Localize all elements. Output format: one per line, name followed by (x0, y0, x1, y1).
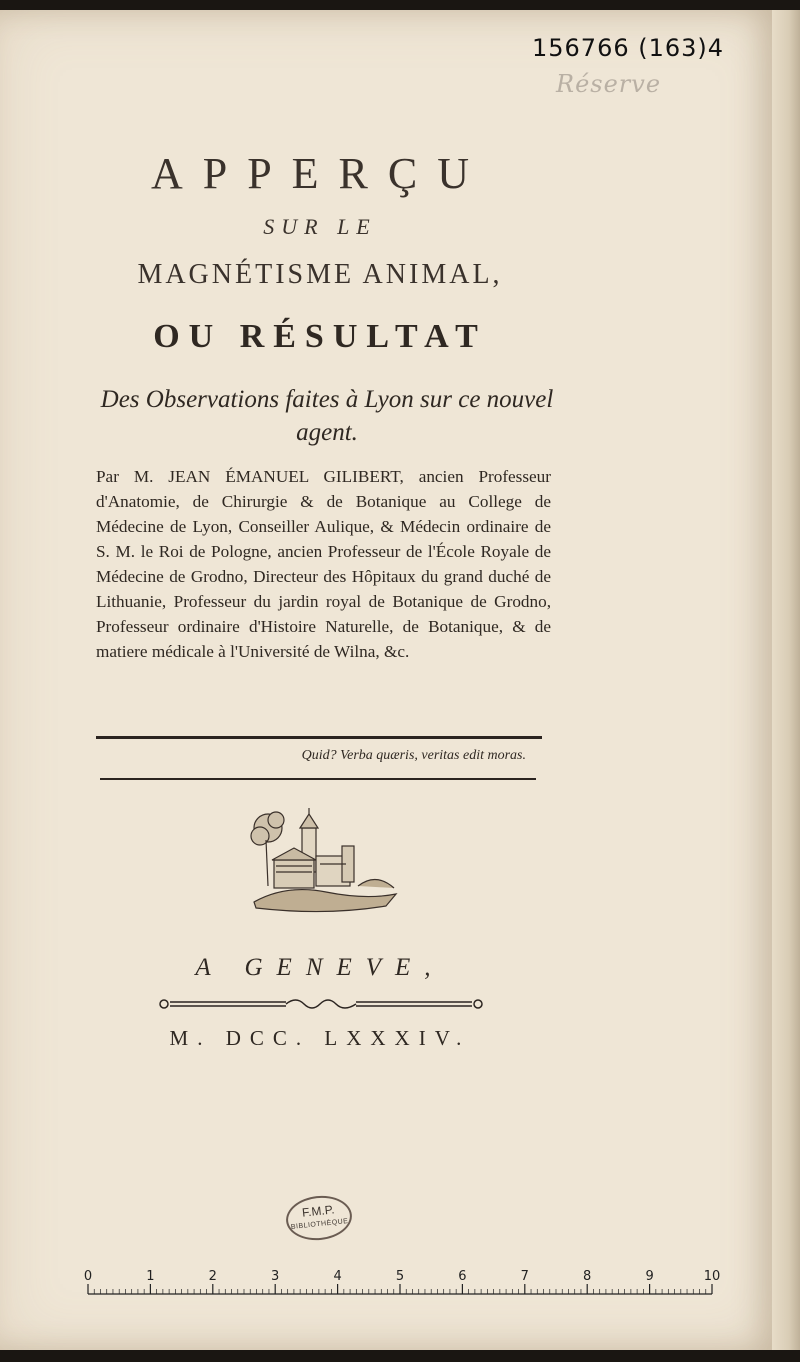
scale-label: 9 (645, 1269, 654, 1284)
title-page (0, 10, 780, 1350)
scale-label: 3 (271, 1269, 280, 1284)
scale-label: 2 (208, 1269, 217, 1284)
shelfmark-annotation: 156766 (163)4 (532, 34, 725, 62)
imprint-year: M. DCC. LXXXIV. (169, 1026, 471, 1050)
author-description: ancien Professeur d'Anatomie, de Chirurgie & de Botanique au College de Médecine de Lyon, Conseiller Aulique, & Médecin ordinaire de S. M. le Roi de Pologne, ancien Professeur de l'École Royale de Médecine de Grodno, Directeur des Hôpitaux du grand duché de Lithuanie, Professeur du jardin royal de Botanique de Grodno, Professeur ordinaire d'Histoire Naturelle, de Botanique, & de matiere médicale à l'Université de Wilna, &c. (96, 467, 551, 661)
scale-label: 5 (395, 1269, 405, 1284)
scale-label: 0 (83, 1269, 93, 1284)
observations-subtitle: Des Observations faites à Lyon sur ce nouvel agent. (100, 386, 554, 446)
vignette-engraving (246, 806, 402, 916)
ou-resultat-title: OU RÉSULTAT (153, 318, 487, 355)
scale-label: 1 (146, 1269, 155, 1284)
author-block (96, 464, 551, 664)
author-name: Par M. JEAN ÉMANUEL GILIBERT, (96, 467, 404, 486)
rule-top (96, 736, 542, 739)
scale-label: 4 (333, 1269, 342, 1284)
epigraph: Quid? Verba quæris, veritas edit moras. (301, 748, 526, 763)
deckled-page-edge (772, 10, 800, 1350)
stamp-text: F.M.P. (301, 1202, 336, 1220)
stamp-subtext: BIBLIOTHÈQUE (290, 1217, 349, 1231)
background-bottom (0, 1350, 800, 1362)
subtitle-sur-le: SUR LE (263, 214, 377, 239)
ornamental-rule (156, 996, 486, 1012)
scale-label: 7 (520, 1269, 529, 1284)
main-title: APPERÇU (150, 149, 490, 198)
scale-label: 8 (583, 1269, 592, 1284)
subject-title: MAGNÉTISME ANIMAL, (137, 259, 503, 290)
rule-bottom (100, 778, 536, 780)
scale-label: 10 (703, 1269, 720, 1284)
scale-label: 6 (458, 1269, 467, 1284)
measurement-scale (80, 1266, 720, 1306)
reserve-annotation: Réserve (556, 70, 662, 98)
imprint-place: A GENEVE, (195, 954, 445, 981)
